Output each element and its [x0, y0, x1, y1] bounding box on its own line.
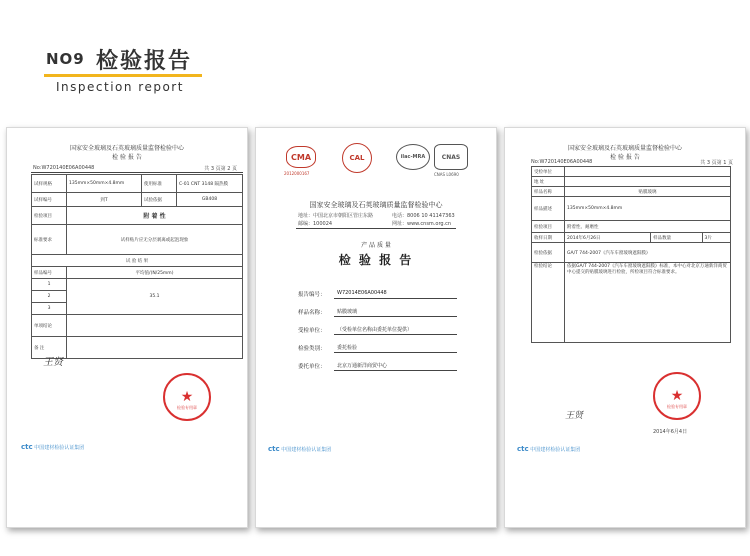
report-page-1: [504, 127, 746, 528]
star-icon: ★: [670, 388, 684, 404]
page-header: [0, 0, 750, 110]
cover-title: 检 验 报 告: [338, 253, 414, 267]
field-inspected-unit: 受检单位： （受检单位名称由委托单位提供）: [298, 326, 458, 336]
section-subtitle: Inspection report: [56, 80, 184, 94]
cma-logo: CMA: [286, 146, 316, 168]
cover-sublabel: 产 品 质 量: [361, 242, 391, 249]
results-table: 试样规格 135mm×50mm×4.8mm 使用标准 C-01 CNT 3148 隔热膜 试样编号 到T 试验依据 GB408 检验项目 附 着 性 标准要求 试样贴片应无分层剥离或起泡现象 试 验 结 果 样品编号 平均值/(N/25mm) 1 35.1 2 3 单项结论 备 注: [31, 174, 243, 359]
report-page-2: [6, 127, 248, 528]
issue-date: 2014年6月4日: [653, 429, 688, 435]
field-sample-name: 样品名称： 贴膜玻璃: [298, 308, 458, 318]
report-title: 检 验 报 告: [112, 154, 142, 161]
inspection-stamp: ★ 检验专用章: [653, 372, 701, 420]
ctc-logo: ctc 中国建材检验认证集团: [21, 443, 85, 451]
org-name: 国家安全玻璃及石英玻璃质量监督检验中心: [567, 145, 682, 152]
section-title: 检验报告: [96, 49, 193, 74]
cal-logo: CAL: [342, 143, 372, 173]
report-number: No:W720140E06A00448: [33, 165, 95, 171]
inspection-stamp: ★ 检验专用章: [163, 373, 211, 421]
signature: 王贤: [43, 357, 63, 368]
signature: 王贤: [565, 411, 584, 421]
field-inspection-type: 检验类别： 委托检验: [298, 344, 458, 354]
ilac-logo: ilac-MRA: [396, 144, 430, 170]
ctc-logo: ctc 中国建材检验认证集团: [517, 445, 581, 453]
summary-table: 受检单位 地 址 样品名称 贴膜玻璃 样品描述 135mm×50mm×4.8mm 检验项目 附着性、耐磨性 收样日期 2014年6月26日 样品数量 3片 检验依据 GA/T 744-2007《汽车车窗玻璃遮阳膜》 检验结论 依据GA/T 744-2007《汽车车窗玻璃遮阳膜》标准，本中心对北京万通新洋商贸中心提交的贴膜玻璃进行检验，所检项目符合标准要求。: [531, 166, 731, 343]
org-name: 国家安全玻璃及石英玻璃质量监督检验中心: [309, 201, 443, 209]
report-cover: CMA 2012000167 CAL ilac-MRA CNAS CNAS L0690 国家安全玻璃及石英玻璃质量监督检验中心 地址：中国北京市朝阳区管庄东路 电话：8006 10 41147363 邮编：100024 网址：www.cnsm.org.cn 产 品 质 量 检 验 报 告 报告编号： W72014E06A00448 样品名称： 贴膜玻璃 受检单位： （受检单位名称由委托单位提供） 检验类别： 委托检验 委托单位： 北京万通新洋商贸中心 ctc 中国建材检验认证集团: [255, 127, 497, 528]
ctc-logo: ctc 中国建材检验认证集团: [268, 445, 332, 453]
cnas-logo: CNAS: [434, 144, 468, 170]
report-number: No:W720140E06A00448: [531, 159, 593, 165]
field-client: 委托单位： 北京万通新洋商贸中心: [298, 362, 458, 372]
accent-underline: [44, 74, 202, 77]
star-icon: ★: [180, 389, 194, 405]
page-count: 共 3 页第 1 页: [700, 160, 733, 166]
report-title: 检 验 报 告: [610, 154, 640, 161]
section-number: NO9: [46, 50, 85, 68]
field-report-number: 报告编号： W72014E06A00448: [298, 290, 458, 300]
org-name: 国家安全玻璃及石英玻璃质量监督检验中心: [69, 145, 184, 152]
page-count: 共 3 页第 2 页: [204, 166, 237, 172]
